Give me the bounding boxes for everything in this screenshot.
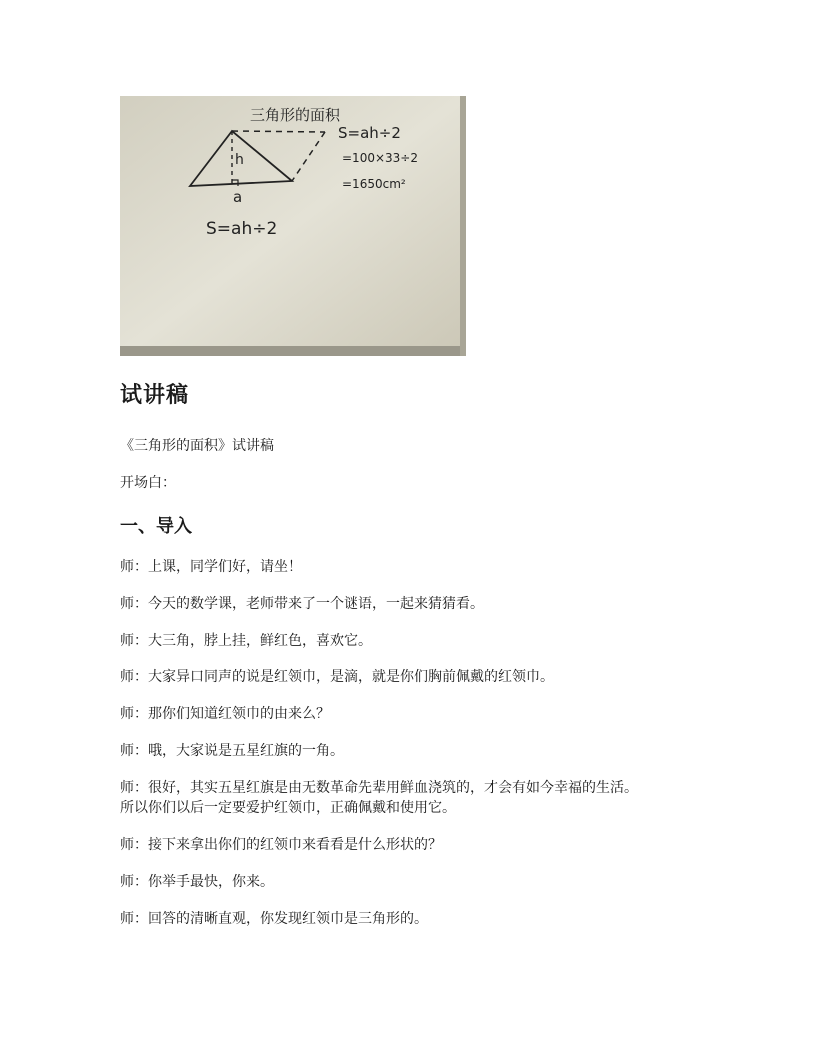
calc-line-1: S=ah÷2 <box>338 124 401 142</box>
dialogue-line: 师：上课，同学们好，请坐！ <box>120 559 302 575</box>
base-label: a <box>233 188 243 206</box>
dialogue-line-continued: 所以你们以后一定要爱护红领巾，正确佩戴和使用它。 <box>120 800 456 816</box>
dialogue-line: 师：哦，大家说是五星红旗的一角。 <box>120 743 344 759</box>
document-heading: 试讲稿 <box>120 383 190 408</box>
formula-label: S=ah÷2 <box>206 219 278 239</box>
height-label: h <box>235 152 244 168</box>
dialogue-line: 师：你举手最快，你来。 <box>120 874 274 890</box>
calc-line-2: =100×33÷2 <box>342 151 418 165</box>
opening-label: 开场白： <box>120 475 176 491</box>
handwritten-notes-photo <box>120 96 466 356</box>
paper-background <box>120 96 466 356</box>
dialogue-line: 师：回答的清晰直观，你发现红领巾是三角形的。 <box>120 911 428 927</box>
dialogue-line: 师：那你们知道红领巾的由来么？ <box>120 706 330 722</box>
table-edge <box>120 346 466 356</box>
document-subtitle: 《三角形的面积》试讲稿 <box>120 438 274 454</box>
dialogue-line: 师：大三角，脖上挂，鲜红色，喜欢它。 <box>120 633 372 649</box>
parallelogram-top-dashed <box>232 131 325 132</box>
dialogue-line: 师：今天的数学课，老师带来了一个谜语，一起来猜猜看。 <box>120 596 484 612</box>
calc-line-3: =1650cm² <box>342 177 406 191</box>
dialogue-line: 师：大家异口同声的说是红领巾，是滴，就是你们胸前佩戴的红领巾。 <box>120 669 554 685</box>
dialogue-line: 师：很好，其实五星红旗是由无数革命先辈用鲜血浇筑的，才会有如今幸福的生活。 <box>120 780 638 796</box>
section-title: 一、导入 <box>120 516 192 537</box>
photo-canvas <box>120 96 466 356</box>
dialogue-line: 师：接下来拿出你们的红领巾来看看是什么形状的？ <box>120 837 442 853</box>
photo-title: 三角形的面积 <box>250 106 341 124</box>
